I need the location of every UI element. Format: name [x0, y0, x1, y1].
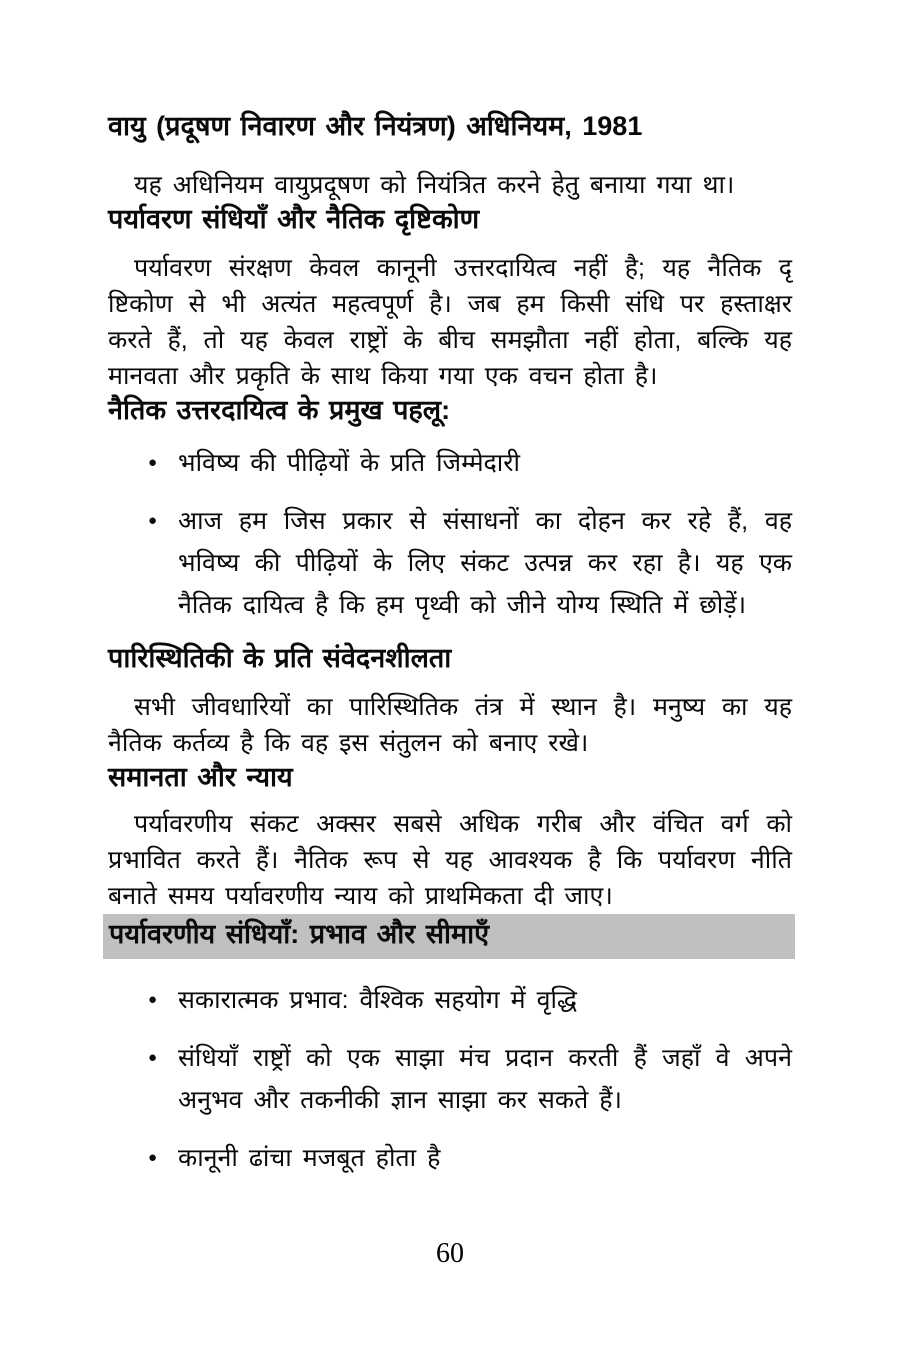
bullet-text: [178, 442, 792, 484]
text-line: पर्यावरणीय संकट अक्सर सबसे अधिक गरीब और वंचित वर्ग को: [134, 810, 792, 838]
list-item: [108, 979, 792, 1021]
text-line: पर्यावरण संरक्षण केवल कानूनी उत्तरदायित्व नहीं है; यह नैतिक दृ: [134, 254, 792, 282]
bullet-icon: ●: [148, 454, 158, 471]
text-line: नैतिक दायित्व है कि हम पृथ्वी को जीने योग्य स्थिति में छोड़ें।: [178, 591, 747, 619]
text-line: भविष्य की पीढ़ियों के प्रति जिम्मेदारी: [178, 449, 520, 477]
text-line: सभी जीवधारियों का पारिस्थितिक तंत्र में स्थान है। मनुष्य का यह: [134, 693, 792, 721]
bullet-text: [178, 1137, 792, 1179]
list-item: [108, 1037, 792, 1121]
text-line: मानवता और प्रकृति के साथ किया गया एक वचन होता है।: [108, 362, 658, 390]
heading-equality-justice: समानता और न्याय: [108, 762, 293, 792]
page-number: 60: [436, 1238, 464, 1269]
para-air-act: यह अधिनियम वायुप्रदूषण को नियंत्रित करने हेतु बनाया गया था।: [134, 171, 735, 199]
bullet-icon: ●: [148, 1049, 158, 1066]
heading-ecology-sensitivity: पारिस्थितिकी के प्रति संवेदनशीलता: [108, 643, 452, 673]
text-line: ष्टिकोण से भी अत्यंत महत्वपूर्ण है। जब हम किसी संधि पर हस्ताक्षर: [108, 290, 792, 318]
bullet-text: [178, 1037, 792, 1121]
heading-air-act: वायु (प्रदूषण निवारण और नियंत्रण) अधिनियम, 1981: [108, 111, 643, 141]
text-line: प्रभावित करते हैं। नैतिक रूप से यह आवश्यक है कि पर्यावरण नीति: [108, 846, 792, 874]
ethical-aspects-list: [108, 442, 792, 626]
text-line: नैतिक कर्तव्य है कि वह इस संतुलन को बनाए रखे।: [108, 729, 589, 757]
bullet-text: [178, 500, 792, 626]
text-line: कानूनी ढांचा मजबूत होता है: [178, 1144, 441, 1172]
text-line: करते हैं, तो यह केवल राष्ट्रों के बीच समझौता नहीं होता, बल्कि यह: [108, 326, 792, 354]
text-line: आज हम जिस प्रकार से संसाधनों का दोहन कर रहे हैं, वह: [178, 507, 792, 535]
list-item: [108, 442, 792, 484]
bullet-icon: ●: [148, 1149, 158, 1166]
heading-ethical-aspects: नैतिक उत्तरदायित्व के प्रमुख पहलू:: [108, 395, 451, 425]
para-env-treaties-ethics: [108, 250, 792, 394]
treaties-impact-list: [108, 979, 792, 1179]
text-line: भविष्य की पीढ़ियों के लिए संकट उत्पन्न कर रहा है। यह एक: [178, 549, 792, 577]
text-line: बनाते समय पर्यावरणीय न्याय को प्राथमिकता दी जाए।: [108, 882, 613, 910]
text-line: संधियाँ राष्ट्रों को एक साझा मंच प्रदान करती हैं जहाँ वे अपने: [178, 1044, 792, 1072]
text-line: अनुभव और तकनीकी ज्ञान साझा कर सकते हैं।: [178, 1086, 622, 1114]
bullet-text: [178, 979, 792, 1021]
heading-env-treaties-ethics: पर्यावरण संधियाँ और नैतिक दृष्टिकोण: [108, 204, 480, 234]
heading-treaties-impact-limits: पर्यावरणीय संधियाँ: प्रभाव और सीमाएँ: [103, 914, 795, 959]
list-item: [108, 500, 792, 626]
bullet-icon: ●: [148, 991, 158, 1008]
text-line: सकारात्मक प्रभाव: वैश्विक सहयोग में वृद्धि: [178, 986, 577, 1014]
para-equality-justice: [108, 806, 792, 914]
list-item: [108, 1137, 792, 1179]
para-ecology-sensitivity: [108, 689, 792, 761]
bullet-icon: ●: [148, 512, 158, 529]
